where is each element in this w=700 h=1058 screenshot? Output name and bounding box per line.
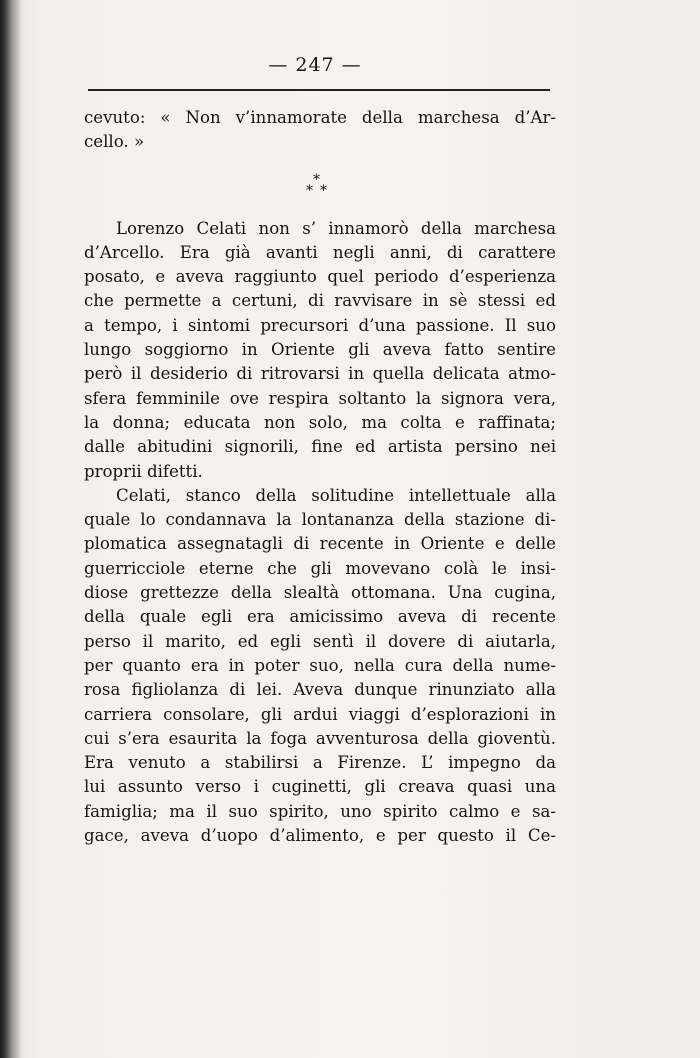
text-line: gace, aveva d’uopo d’alimento, e per questo il Ce- — [84, 826, 556, 846]
header-rule — [88, 89, 550, 91]
text-line: cui s’era esaurita la foga avventurosa della gioventù. — [84, 728, 556, 748]
text-line: sfera femminile ove respira soltanto la signora vera, — [84, 388, 556, 408]
text-line: plomatica assegnatagli di recente in Oriente e delle — [84, 534, 556, 554]
text-line: guerricciole eterne che gli movevano colà le insi- — [84, 558, 556, 578]
text-line: proprii difetti. — [84, 461, 203, 481]
text-line: la donna; educata non solo, ma colta e raffinata; — [84, 412, 556, 432]
text-line: cevuto: « Non v’innamorate della marchesa d’Ar- — [84, 108, 556, 127]
text-line: lui assunto verso i cuginetti, gli creava quasi una — [84, 777, 556, 797]
asterisk: * — [313, 171, 320, 188]
text-line: diose grettezze della slealtà ottomana. Una cugina, — [84, 583, 556, 603]
text-line: Lorenzo Celati non s’ innamorò della marchesa — [116, 218, 556, 238]
text-line: d’Arcello. Era già avanti negli anni, di carattere — [84, 242, 556, 262]
text-line: Era venuto a stabilirsi a Firenze. L’ impegno da — [84, 753, 556, 773]
text-line: che permette a certuni, di ravvisare in sè stessi ed — [84, 291, 556, 311]
text-line: dalle abitudini signorili, fine ed artista persino nei — [84, 437, 556, 457]
text-line: famiglia; ma il suo spirito, uno spirito calmo e sa- — [84, 801, 556, 821]
text-line: però il desiderio di ritrovarsi in quella delicata atmo- — [84, 364, 556, 384]
asterisk: * — [320, 182, 327, 199]
asterisk: * — [306, 182, 313, 199]
text-line: carriera consolare, gli ardui viaggi d’esplorazioni in — [84, 704, 556, 724]
text-line: lungo soggiorno in Oriente gli aveva fatto sentire — [84, 340, 556, 360]
text-line: per quanto era in poter suo, nella cura della nume- — [84, 655, 556, 675]
text-line: a tempo, i sintomi precursori d’una passione. Il suo — [84, 315, 556, 335]
text-line: posato, e aveva raggiunto quel periodo d’esperienza — [84, 267, 556, 287]
text-line: Celati, stanco della solitudine intellettuale alla — [116, 485, 556, 505]
page-body — [84, 106, 556, 848]
text-line: perso il marito, ed egli sentì il dovere di aiutarla, — [84, 631, 556, 651]
section-separator-asterism — [84, 155, 556, 217]
page-binding-edge — [0, 0, 22, 1058]
text-line: quale lo condannava la lontananza della stazione di- — [84, 510, 556, 530]
text-line: rosa figliolanza di lei. Aveva dunque rinunziato alla — [84, 680, 556, 700]
text-line: della quale egli era amicissimo aveva di recente — [84, 607, 556, 627]
page-number: — 247 — — [268, 54, 362, 76]
text-line: cello. » — [84, 132, 145, 152]
